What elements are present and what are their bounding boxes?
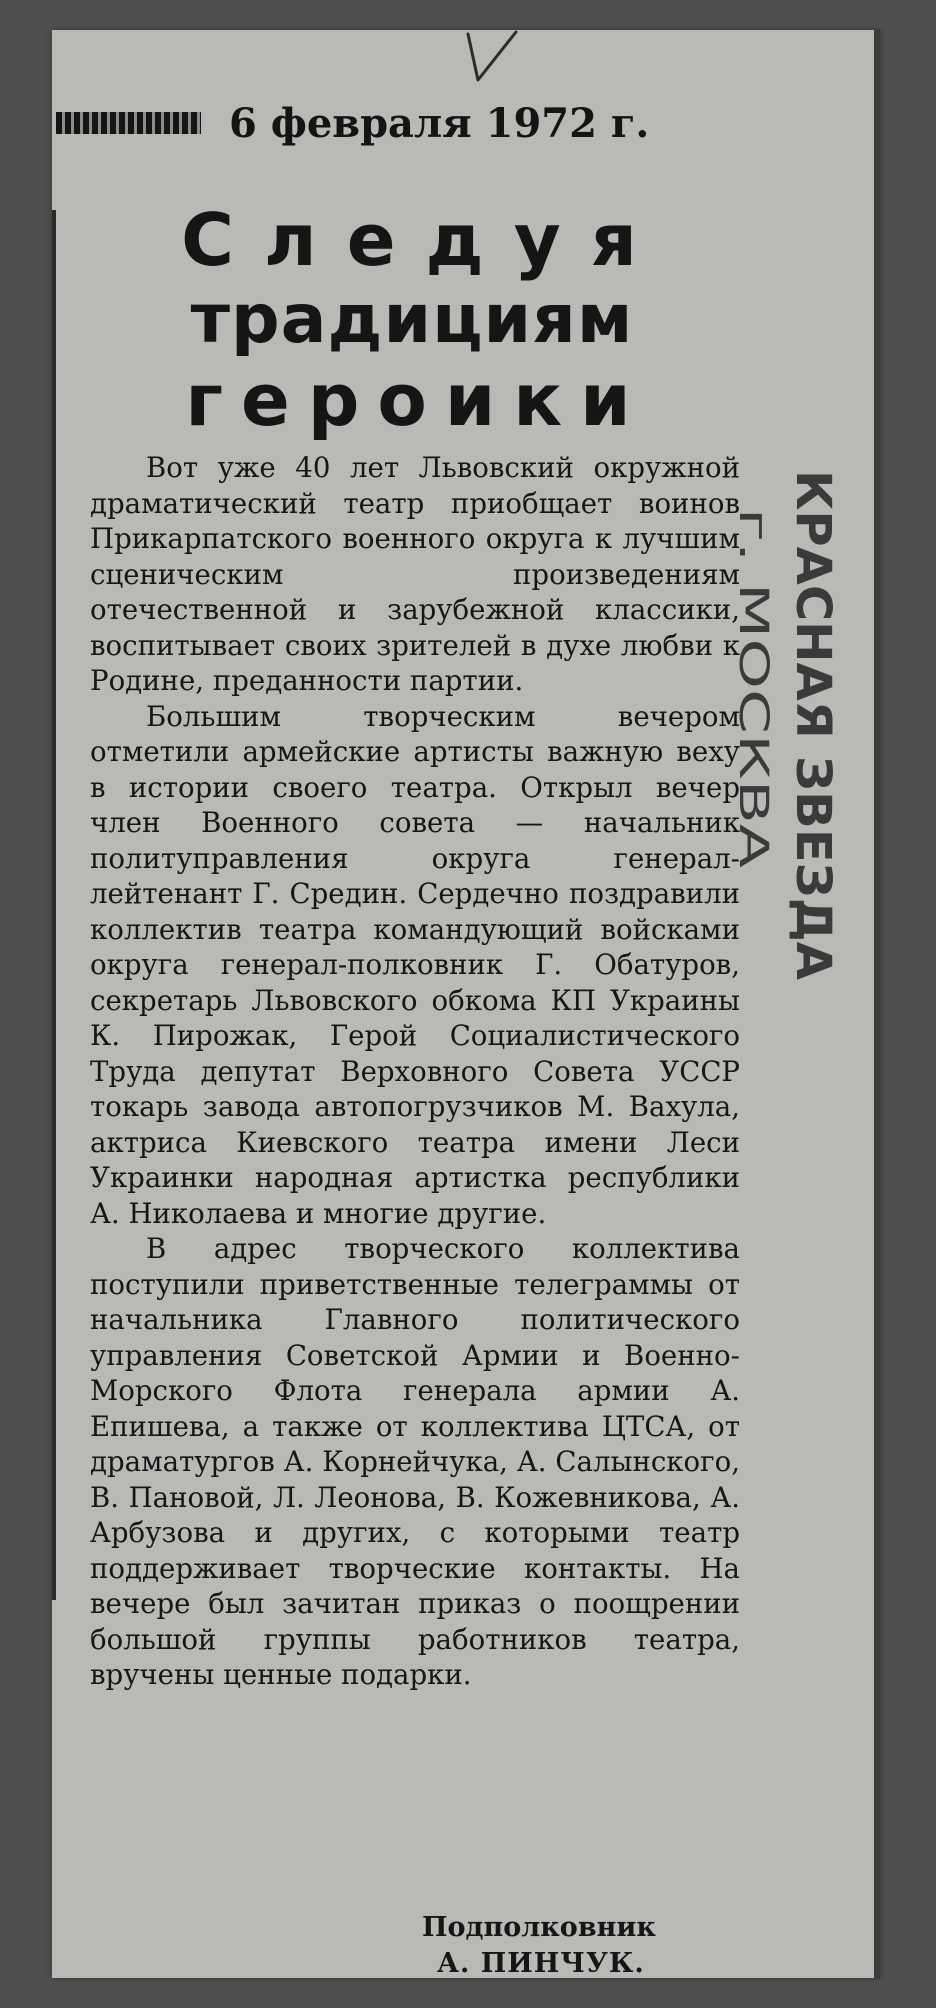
mount-strip [874,30,880,1978]
headline [92,200,732,440]
headline-line-1: Следуя [181,198,667,282]
newspaper-stamp [722,470,852,990]
signature [392,1910,772,1982]
stamp-city: г. МОСКВА [730,508,776,732]
article-body [90,450,740,1693]
author-name: А. ПИНЧУК. [437,1948,645,1979]
dateline [56,88,736,158]
stamp-newspaper-name: КРАСНАЯ ЗВЕЗДА [785,470,841,966]
article-paragraph-2: Большим творческим вечером отметили армейские артисты важную веху в истории своего театра. Открыл вечер член Военного совета — начальник политуправления округа генерал-лейтенант Г. Средин. Сердечно поздравили коллектив театра командующий войсками округа генерал-полковник Г. Обатуров, секретарь Львовского обкома КП Украины К. Пирожак, Герой Социалистического Труда депутат Верховного Совета УССР токарь завода автопогрузчиков М. Вахула, актриса Киевского театра имени Леси Украинки народная артистка республики А. Николаева и многие другие. [90,699,740,1230]
dateline-rule [56,112,201,134]
headline-line-2: традициям [190,280,634,359]
article-paragraph-1: Вот уже 40 лет Львовский окружной драматический театр приобщает воинов Прикарпатского военного округа к лучшим сценическим произведениям отечественной и зарубежной классики, воспитывает своих зрителей в духе любви к Родине, преданности партии. [90,451,740,697]
article-paragraph-3: В адрес творческого коллектива поступили приветственные телеграммы от начальника Главного политического управления Советской Армии и Военно-Морского Флота генерала армии А. Епишева, а также от коллектива ЦТСА, от драматургов А. Корнейчука, А. Салынского, В. Пановой, Л. Леонова, В. Кожевникова, А. Арбузова и других, с которыми театр поддерживает творческие контакты. На вечере был зачитан приказ о поощрении большой группы работников театра, вручены ценные подарки. [90,1232,740,1691]
pencil-check-mark [462,30,522,90]
publication-date: 6 февраля 1972 г. [229,99,650,147]
headline-line-3: героики [185,358,649,442]
column-rule [52,210,56,1600]
newspaper-clipping [52,30,880,1978]
author-rank: Подполковник [422,1912,656,1943]
